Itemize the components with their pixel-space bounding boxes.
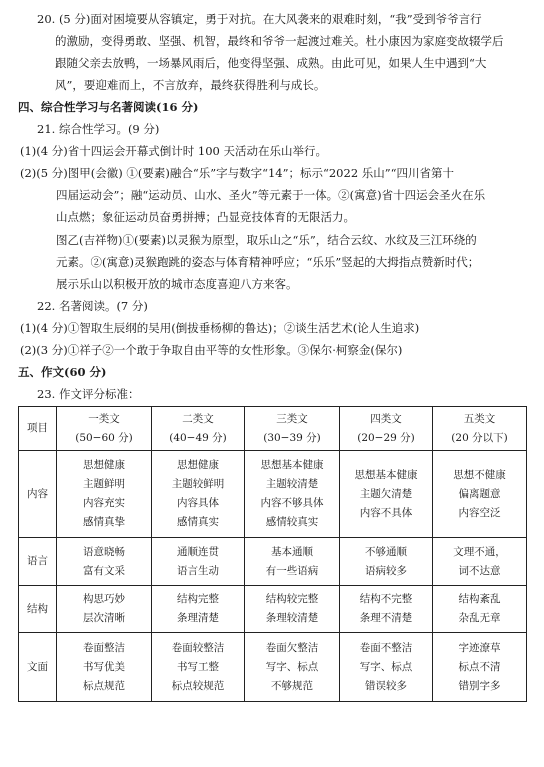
- q21-part-2-line-4: 图乙(吉祥物)①(要素)以灵猴为原型，取乐山之“乐”，结合云纹、水纹及三江环绕的: [56, 233, 477, 247]
- q20-line-3: 跟随父亲去放鸭，一场暴风雨后，他变得坚强、成熟。由此可见，如果人生中遇到“大: [55, 56, 487, 70]
- cell-structure-class-1: 构思巧妙 层次清晰: [57, 585, 152, 632]
- row-label-presentation: 文面: [19, 633, 57, 702]
- q21-part-2-line-3: 山点燃；象征运动员奋勇拼搏；凸显竞技体育的无限活力。: [56, 210, 355, 224]
- q20-line-1: 20. (5 分)面对困境要从容镇定，勇于对抗。在大风袭来的艰难时刻，“我”受到爷爷言行: [37, 12, 482, 26]
- cell-structure-class-4: 结构不完整 条理不清楚: [340, 585, 433, 632]
- q21-part-2-line-5: 元素。②(寓意)灵猴跑跳的姿态与体育精神呼应；“乐乐”竖起的大拇指点赞新时代；: [56, 255, 480, 269]
- section-5-title: 五、作文(60 分): [18, 365, 107, 379]
- header-class-2: 二类文 (40−49 分): [152, 407, 245, 451]
- q21-part-2-line-1: (2)(5 分)图甲(会徽) ①(要素)融合“乐”字与数字“14”；标示“2022 乐山”“四川省第十: [20, 166, 455, 180]
- cell-structure-class-2: 结构完整 条理清楚: [152, 585, 245, 632]
- q21-part-1: (1)(4 分)省十四运会开幕式倒计时 100 天活动在乐山举行。: [20, 144, 327, 158]
- cell-language-class-5: 文理不通， 词不达意: [433, 538, 527, 585]
- table-row-language: [19, 538, 527, 585]
- cell-language-class-4: 不够通顺 语病较多: [340, 538, 433, 585]
- header-class-5: 五类文 (20 分以下): [433, 407, 527, 451]
- header-class-4: 四类文 (20−29 分): [340, 407, 433, 451]
- cell-structure-class-3: 结构较完整 条理较清楚: [245, 585, 340, 632]
- table-row-presentation: [19, 633, 527, 702]
- cell-structure-class-5: 结构紊乱 杂乱无章: [433, 585, 527, 632]
- cell-language-class-3: 基本通顺 有一些语病: [245, 538, 340, 585]
- cell-content-class-1: 思想健康 主题鲜明 内容充实 感情真挚: [57, 451, 152, 538]
- cell-language-class-1: 语意晓畅 富有文采: [57, 538, 152, 585]
- table-row-content: [19, 451, 527, 538]
- q21-heading: 21. 综合性学习。(9 分): [37, 122, 160, 136]
- cell-content-class-3: 思想基本健康 主题较清楚 内容不够具体 感情较真实: [245, 451, 340, 538]
- row-label-language: 语言: [19, 538, 57, 585]
- header-class-1: 一类文 (50−60 分): [57, 407, 152, 451]
- cell-presentation-class-5: 字迹潦草 标点不清 错别字多: [433, 633, 527, 702]
- cell-content-class-5: 思想不健康 偏离题意 内容空泛: [433, 451, 527, 538]
- cell-content-class-4: 思想基本健康 主题欠清楚 内容不具体: [340, 451, 433, 538]
- table-row-structure: [19, 585, 527, 632]
- q20-line-2: 的激励，变得勇敢、坚强、机智，最终和爷爷一起渡过难关。杜小康因为家庭变故辍学后: [55, 34, 504, 48]
- cell-language-class-2: 通顺连贯 语言生动: [152, 538, 245, 585]
- row-label-content: 内容: [19, 451, 57, 538]
- cell-presentation-class-3: 卷面欠整洁 写字、标点 不够规范: [245, 633, 340, 702]
- q22-heading: 22. 名著阅读。(7 分): [37, 299, 148, 313]
- cell-content-class-2: 思想健康 主题较鲜明 内容具体 感情真实: [152, 451, 245, 538]
- header-item: 项目: [19, 407, 57, 451]
- q22-part-2: (2)(3 分)①祥子②一个敢于争取自由平等的女性形象。③保尔·柯察金(保尔): [20, 343, 403, 357]
- essay-grading-table: [18, 406, 527, 702]
- q23-heading: 23. 作文评分标准：: [37, 387, 140, 401]
- row-label-structure: 结构: [19, 585, 57, 632]
- q22-part-1: (1)(4 分)①智取生辰纲的吴用(倒拔垂杨柳的鲁达)；②谈生活艺术(论人生追求): [20, 321, 420, 335]
- section-4-title: 四、综合性学习与名著阅读(16 分): [18, 100, 199, 114]
- cell-presentation-class-2: 卷面较整洁 书写工整 标点较规范: [152, 633, 245, 702]
- header-class-3: 三类文 (30−39 分): [245, 407, 340, 451]
- cell-presentation-class-4: 卷面不整洁 写字、标点 错误较多: [340, 633, 433, 702]
- q21-part-2-line-6: 展示乐山以积极开放的城市态度喜迎八方来客。: [56, 277, 298, 291]
- q21-part-2-line-2: 四届运动会”；融“运动员、山水、圣火”等元素于一体。②(寓意)省十四运会圣火在乐: [56, 188, 486, 202]
- q20-line-4: 风”，要迎难而上，不言放弃，最终获得胜利与成长。: [55, 78, 326, 92]
- cell-presentation-class-1: 卷面整洁 书写优美 标点规范: [57, 633, 152, 702]
- table-header-row: [19, 407, 527, 451]
